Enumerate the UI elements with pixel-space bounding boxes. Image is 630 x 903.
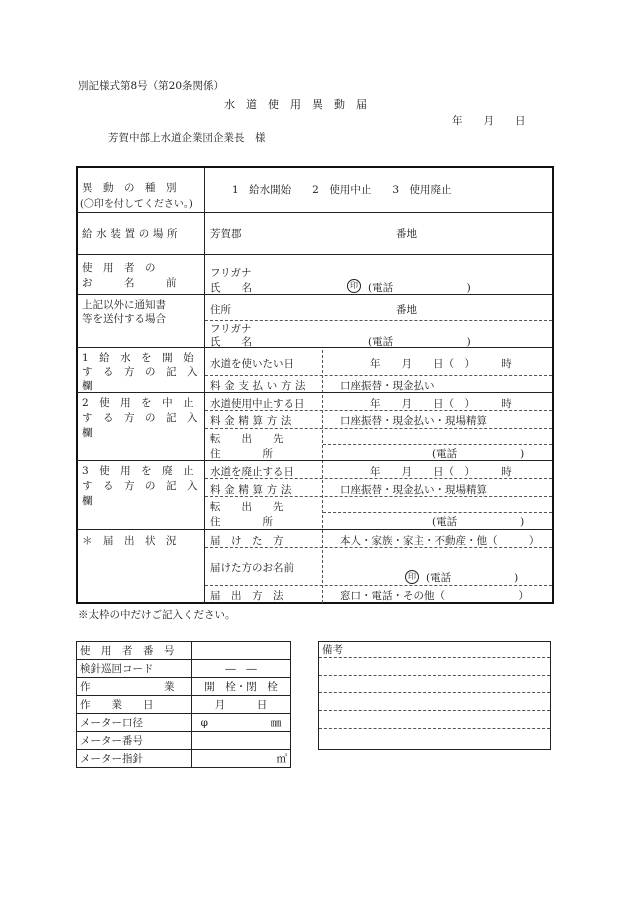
office-row — [77, 678, 291, 696]
notify-label: 上記以外に通知書 — [82, 299, 166, 311]
office-row-label: 検針巡回コード — [77, 660, 192, 678]
submitter-options[interactable]: 本人・家族・家主・不動産・他（ ） — [340, 535, 540, 547]
start-date-label: 水道を使いたい日 — [210, 358, 294, 370]
section3-label-3: 欄 — [82, 495, 93, 507]
type-label: 異 動 の 種 別 — [82, 182, 177, 194]
phone-field[interactable]: (電話 ) — [432, 516, 525, 528]
phone-field[interactable]: (電話 ) — [432, 448, 525, 460]
office-row-value[interactable]: 月 日 — [192, 696, 291, 714]
date-line: 年 月 日 — [452, 115, 526, 127]
end-date-field[interactable]: 年 月 日（ ） 時 — [370, 466, 512, 478]
divider — [77, 347, 553, 348]
type-options[interactable]: 1 給水開始 2 使用中止 3 使用廃止 — [232, 184, 452, 196]
settlement-label: 料金精算方法 — [210, 484, 296, 496]
furigana-label: フリガナ — [210, 323, 252, 335]
divider — [77, 529, 553, 530]
phone-field[interactable]: (電話 ) — [426, 572, 519, 584]
address-label: 住所 — [210, 304, 231, 316]
divider — [322, 350, 323, 603]
addressee: 芳賀中部上水道企業団企業長 様 — [108, 132, 266, 144]
moving-to-label: 転 出 先 — [210, 501, 284, 513]
office-row-value[interactable]: ㎥ — [192, 750, 291, 768]
phone-field[interactable]: (電話 ) — [368, 336, 471, 348]
divider — [77, 294, 553, 295]
stop-date-field[interactable]: 年 月 日（ ） 時 — [370, 398, 512, 410]
address-label: 住 所 — [210, 516, 273, 528]
type-instruction: (〇印を付してください。) — [80, 199, 193, 210]
section3-label-2: す る 方 の 記 入 — [82, 480, 198, 492]
notify-label-2: 等を送付する場合 — [82, 313, 166, 325]
submission-status-label: ＊ 届 出 状 況 — [82, 535, 177, 547]
office-row — [77, 696, 291, 714]
address-label: 住 所 — [210, 448, 273, 460]
office-row-value[interactable]: φ ㎜ — [192, 714, 291, 732]
divider — [204, 167, 205, 603]
phone-field[interactable]: (電話 ) — [368, 282, 471, 294]
divider — [77, 254, 553, 255]
address-banchi: 番地 — [396, 304, 417, 316]
divider — [77, 212, 553, 213]
office-use-table — [76, 641, 291, 768]
divider — [77, 392, 553, 393]
section2-label-2: す る 方 の 記 入 — [82, 412, 198, 424]
section1-label: 1 給 水 を 開 始 — [82, 352, 194, 364]
section1-label-3: 欄 — [82, 380, 93, 392]
office-row — [77, 642, 291, 660]
office-row — [77, 660, 291, 678]
office-row — [77, 714, 291, 732]
settlement-options[interactable]: 口座振替・現金払い・現場精算 — [340, 415, 487, 427]
moving-to-label: 転 出 先 — [210, 433, 284, 445]
submitter-label: 届 け た 方 — [210, 535, 284, 547]
office-row-label: 使 用 者 番 号 — [77, 642, 192, 660]
submission-method-options[interactable]: 窓口・電話・その他（ ） — [340, 590, 529, 602]
section1-label-2: す る 方 の 記 入 — [82, 366, 198, 378]
seal-icon: 印 — [347, 279, 361, 293]
location-city: 芳賀郡 — [210, 228, 242, 240]
note: ※太枠の中だけご記入ください。 — [78, 609, 236, 621]
submitter-name-label: 届けた方のお名前 — [210, 562, 294, 574]
office-row-value[interactable] — [192, 642, 291, 660]
section2-label-3: 欄 — [82, 427, 93, 439]
office-row-label: メーター指針 — [77, 750, 192, 768]
office-row-label: メーター口径 — [77, 714, 192, 732]
user-label-2: お 名 前 — [82, 277, 177, 289]
office-row-label: メーター番号 — [77, 732, 192, 750]
section3-label: 3 使 用 を 廃 止 — [82, 465, 194, 477]
seal-icon: 印 — [405, 570, 419, 584]
location-banchi: 番地 — [396, 228, 417, 240]
settlement-label: 料金精算方法 — [210, 415, 296, 427]
stop-date-label: 水道使用中止する日 — [210, 398, 305, 410]
settlement-options[interactable]: 口座振替・現金払い・現場精算 — [340, 484, 487, 496]
form-number: 別記様式第8号（第20条関係） — [78, 80, 225, 92]
name-label: 氏 名 — [210, 282, 252, 294]
payment-label: 料金支払い方法 — [210, 380, 310, 392]
remarks-label: 備考 — [322, 644, 343, 656]
office-row-label: 作 業 日 — [77, 696, 192, 714]
submission-method-label: 届 出 方 法 — [210, 590, 284, 602]
office-row-label: 作 業 — [77, 678, 192, 696]
furigana-label: フリガナ — [210, 267, 252, 279]
form-title: 水 道 使 用 異 動 届 — [224, 98, 367, 111]
start-date-field[interactable]: 年 月 日（ ） 時 — [370, 358, 512, 370]
office-row-value[interactable]: ― ― — [192, 660, 291, 678]
user-label: 使 用 者 の — [82, 262, 156, 274]
office-row — [77, 732, 291, 750]
payment-options[interactable]: 口座振替・現金払い — [340, 380, 435, 392]
office-row — [77, 750, 291, 768]
end-date-label: 水道を廃止する日 — [210, 466, 294, 478]
section2-label: 2 使 用 を 中 止 — [82, 397, 194, 409]
office-row-value[interactable]: 開 栓・閉 栓 — [192, 678, 291, 696]
office-row-value[interactable] — [192, 732, 291, 750]
name-label: 氏 名 — [210, 336, 252, 348]
location-label: 給水装置の場所 — [82, 228, 182, 240]
